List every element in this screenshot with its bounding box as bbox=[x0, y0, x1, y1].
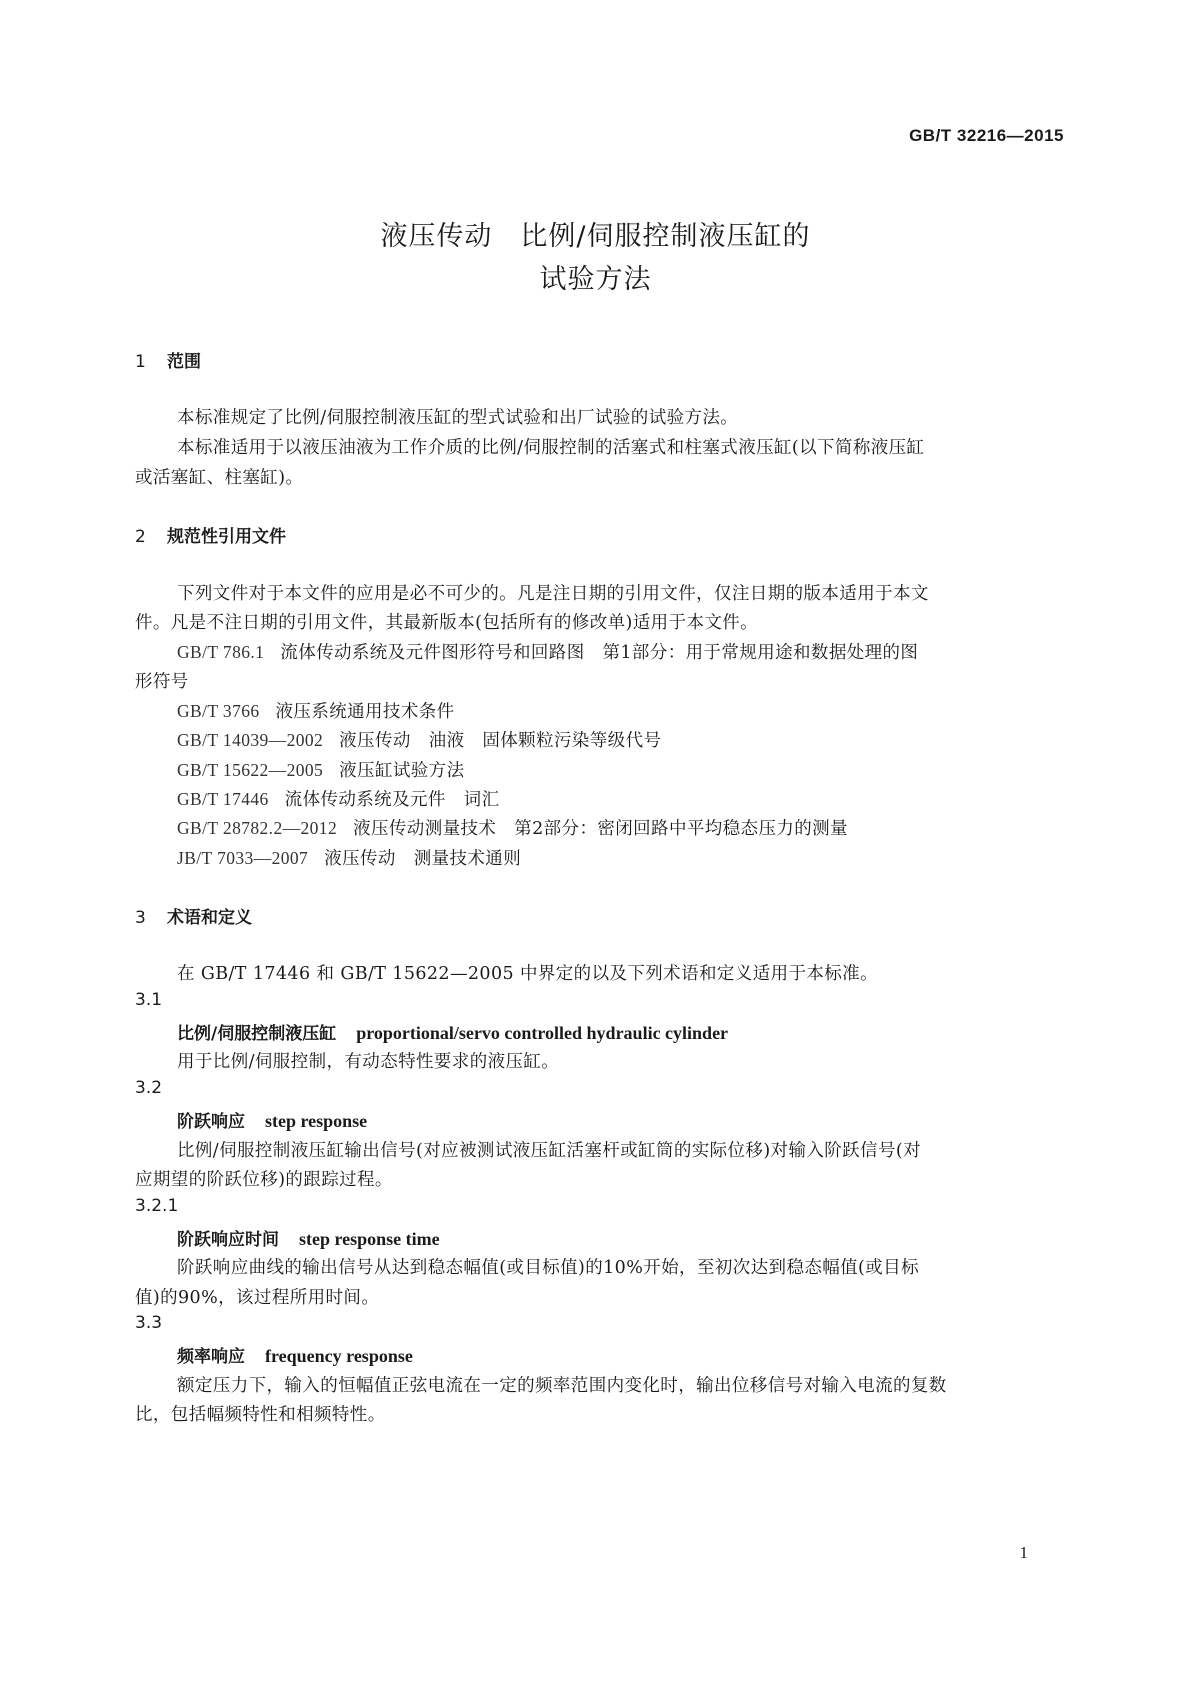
paragraph: 在 GB/T 17446 和 GB/T 15622—2005 中界定的以及下列术语和定义适用于本标准。 bbox=[177, 964, 878, 984]
section-title: 术语和定义 bbox=[167, 908, 252, 928]
reference-item bbox=[177, 845, 521, 870]
section-number: 1 bbox=[135, 352, 146, 372]
section-title: 范围 bbox=[167, 352, 201, 372]
document-title-line1: 液压传动 比例/伺服控制液压缸的 bbox=[380, 221, 811, 252]
clause-number: 3.1 bbox=[135, 990, 163, 1010]
term-definition: 用于比例/伺服控制，有动态特性要求的液压缸。 bbox=[177, 1052, 560, 1072]
reference-item bbox=[177, 757, 464, 782]
document-title-line2: 试验方法 bbox=[539, 264, 652, 295]
term-english: frequency response bbox=[265, 1346, 413, 1366]
standard-code: GB/T 32216—2015 bbox=[909, 126, 1064, 145]
reference-code: JB/T 7033—2007 bbox=[177, 848, 309, 868]
paragraph-continuation: 或活塞缸、柱塞缸)。 bbox=[135, 468, 304, 488]
reference-item bbox=[177, 815, 848, 840]
clause-number: 3.2 bbox=[135, 1078, 163, 1098]
reference-item bbox=[177, 698, 455, 723]
page-number: 1 bbox=[1019, 1543, 1028, 1562]
section-title: 规范性引用文件 bbox=[167, 527, 286, 547]
reference-code: GB/T 15622—2005 bbox=[177, 760, 324, 780]
section-1-heading bbox=[135, 347, 201, 372]
term-heading bbox=[177, 1342, 413, 1367]
paragraph: 下列文件对于本文件的应用是必不可少的。凡是注日期的引用文件，仅注日期的版本适用于本文 bbox=[177, 584, 929, 604]
term-english: step response bbox=[265, 1111, 368, 1131]
section-3-heading bbox=[135, 903, 252, 928]
term-chinese: 比例/伺服控制液压缸 bbox=[177, 1024, 337, 1044]
term-definition-continuation: 比，包括幅频特性和相频特性。 bbox=[135, 1405, 386, 1425]
paragraph: 本标准适用于以液压油液为工作介质的比例/伺服控制的活塞式和柱塞式液压缸(以下简称液压缸 bbox=[177, 438, 925, 458]
term-english: step response time bbox=[299, 1229, 440, 1249]
term-heading bbox=[177, 1107, 367, 1132]
term-heading bbox=[177, 1019, 728, 1044]
reference-code: GB/T 786.1 bbox=[177, 642, 265, 662]
reference-code: GB/T 28782.2—2012 bbox=[177, 818, 338, 838]
clause-number: 3.2.1 bbox=[135, 1196, 179, 1216]
section-2-heading bbox=[135, 522, 286, 547]
reference-code: GB/T 17446 bbox=[177, 789, 269, 809]
term-chinese: 阶跃响应时间 bbox=[177, 1230, 279, 1250]
reference-title: 液压传动 测量技术通则 bbox=[324, 849, 522, 869]
reference-title: 液压传动测量技术 第2部分：密闭回路中平均稳态压力的测量 bbox=[353, 819, 848, 839]
term-definition: 比例/伺服控制液压缸输出信号(对应被测试液压缸活塞杆或缸筒的实际位移)对输入阶跃信号(对 bbox=[177, 1141, 921, 1161]
section-number: 3 bbox=[135, 908, 146, 928]
reference-item bbox=[177, 786, 499, 811]
reference-title: 流体传动系统及元件图形符号和回路图 第1部分：用于常规用途和数据处理的图 bbox=[280, 643, 919, 663]
term-definition: 额定压力下，输入的恒幅值正弦电流在一定的频率范围内变化时，输出位移信号对输入电流的复数 bbox=[177, 1376, 947, 1396]
clause-number: 3.3 bbox=[135, 1313, 163, 1333]
term-english: proportional/servo controlled hydraulic cylinder bbox=[356, 1023, 729, 1043]
reference-title: 流体传动系统及元件 词汇 bbox=[284, 790, 500, 810]
term-definition-continuation: 值)的90%，该过程所用时间。 bbox=[135, 1288, 380, 1308]
paragraph: 本标准规定了比例/伺服控制液压缸的型式试验和出厂试验的试验方法。 bbox=[177, 408, 739, 428]
paragraph-continuation: 件。凡是不注日期的引用文件，其最新版本(包括所有的修改单)适用于本文件。 bbox=[135, 613, 759, 633]
reference-title: 液压系统通用技术条件 bbox=[275, 702, 455, 722]
reference-item bbox=[177, 639, 918, 664]
reference-item bbox=[177, 727, 661, 752]
term-definition-continuation: 应期望的阶跃位移)的跟踪过程。 bbox=[135, 1170, 393, 1190]
term-chinese: 频率响应 bbox=[177, 1347, 245, 1367]
reference-title: 液压传动 油液 固体颗粒污染等级代号 bbox=[339, 731, 662, 751]
reference-title: 液压缸试验方法 bbox=[339, 761, 465, 781]
reference-title-continuation: 形符号 bbox=[135, 672, 189, 692]
term-definition: 阶跃响应曲线的输出信号从达到稳态幅值(或目标值)的10%开始，至初次达到稳态幅值(或目标 bbox=[177, 1258, 919, 1278]
term-chinese: 阶跃响应 bbox=[177, 1112, 245, 1132]
section-number: 2 bbox=[135, 527, 146, 547]
reference-code: GB/T 14039—2002 bbox=[177, 730, 324, 750]
term-heading bbox=[177, 1225, 440, 1250]
reference-code: GB/T 3766 bbox=[177, 701, 260, 721]
